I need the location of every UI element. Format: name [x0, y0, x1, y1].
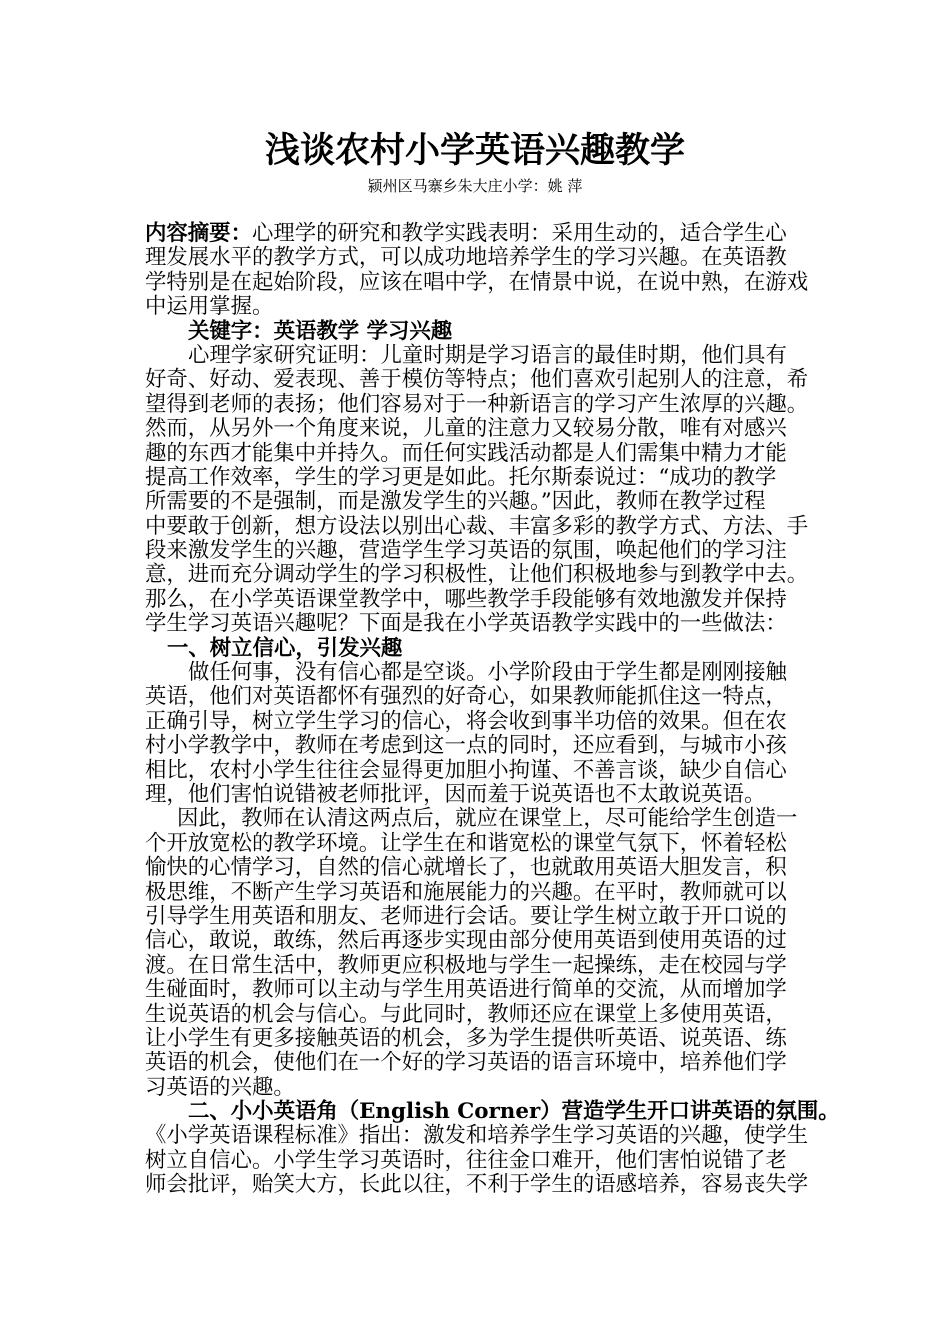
section-1-line: 渡。在日常生活中，教师更应积极地与学生一起操练，走在校园与学 — [145, 952, 787, 978]
abstract-line: 学特别是在起始阶段，应该在唱中学，在情景中说，在说中熟，在游戏 — [145, 269, 809, 295]
intro-line: 望得到老师的表扬；他们容易对于一种新语言的学习产生浓厚的兴趣。 — [145, 391, 809, 417]
document-body — [145, 221, 840, 1198]
intro-line: 好奇、好动、爱表现、善于模仿等特点；他们喜欢引起别人的注意，希 — [145, 367, 809, 393]
section-1-line: 正确引导，树立学生学习的信心，将会收到事半功倍的效果。但在农 — [145, 708, 787, 734]
section-1-line: 做任何事，没有信心都是空谈。小学阶段由于学生都是刚刚接触 — [188, 660, 787, 686]
intro-line: 提高工作效率，学生的学习更是如此。托尔斯泰说过：“成功的教学 — [145, 464, 777, 490]
section-1-line: 英语的机会，使他们在一个好的学习英语的语言环境中，培养他们学 — [145, 1050, 787, 1076]
section-1-line: 愉快的心情学习，自然的信心就增长了，也就敢用英语大胆发言，积 — [145, 855, 787, 881]
section-1-line: 生说英语的机会与信心。与此同时，教师还应在课堂上多使用英语， — [145, 1001, 787, 1027]
section-2-line: 树立自信心。小学生学习英语时，往往金口难开，他们害怕说错了老 — [145, 1147, 787, 1173]
intro-line: 趣的东西才能集中并持久。而任何实践活动都是人们需集中精力才能 — [145, 440, 787, 466]
section-1-line: 习英语的兴趣。 — [145, 1074, 295, 1100]
intro-line: 中要敢于创新，想方设法以别出心裁、丰富多彩的教学方式、方法、手 — [145, 513, 809, 539]
section-1-line: 让小学生有更多接触英语的机会，多为学生提供听英语、说英语、练 — [145, 1025, 787, 1051]
section-1-line: 因此，教师在认清这两点后，就应在课堂上，尽可能给学生创造一 — [177, 806, 798, 832]
abstract-line: 内容摘要：心理学的研究和教学实践表明：采用生动的，适合学生心 — [145, 221, 787, 246]
section-1-line: 信心，敢说，敢练，然后再逐步实现由部分使用英语到使用英语的过 — [145, 928, 787, 954]
intro-line: 段来激发学生的兴趣，营造学生学习英语的氛围，唤起他们的学习注 — [145, 538, 787, 564]
author-line: 颍州区马寨乡朱大庄小学：姚 萍 — [367, 177, 583, 195]
section-1-heading: 一、树立信心，引发兴趣 — [167, 635, 403, 661]
section-1-line: 相比，农村小学生往往会显得更加胆小拘谨、不善言谈，缺少自信心 — [145, 757, 787, 783]
section-1-line: 村小学教学中，教师在考虑到这一点的同时，还应看到，与城市小孩 — [145, 733, 787, 759]
section-1-line: 理，他们害怕说错被老师批评，因而羞于说英语也不太敢说英语。 — [145, 781, 766, 807]
intro-line: 那么，在小学英语课堂教学中，哪些教学手段能够有效地激发并保持 — [145, 586, 787, 612]
section-1-line: 英语，他们对英语都怀有强烈的好奇心，如果教师能抓住这一特点， — [145, 684, 787, 710]
section-2-line: 师会批评，贻笑大方，长此以往，不利于学生的语感培养，容易丧失学 — [145, 1172, 809, 1198]
section-2-heading: 二、小小英语角（English Corner）营造学生开口讲英语的氛围。 — [188, 1099, 840, 1125]
intro-line: 学生学习英语兴趣呢？下面是我在小学英语教学实践中的一些做法： — [145, 611, 787, 637]
section-1-line: 引导学生用英语和朋友、老师进行会话。要让学生树立敢于开口说的 — [145, 903, 787, 929]
document-title: 浅谈农村小学英语兴趣教学 — [264, 130, 685, 171]
abstract-line: 理发展水平的教学方式，可以成功地培养学生的学习兴趣。在英语教 — [145, 245, 787, 271]
section-1-line: 个开放宽松的教学环境。让学生在和谐宽松的课堂气氛下，怀着轻松 — [145, 830, 787, 856]
intro-line: 所需要的不是强制，而是激发学生的兴趣。”因此，教师在教学过程 — [145, 489, 766, 515]
section-1-line: 生碰面时，教师可以主动与学生用英语进行简单的交流，从而增加学 — [145, 977, 787, 1003]
abstract-label: 内容摘要： — [145, 221, 252, 246]
section-1-line: 极思维，不断产生学习英语和施展能力的兴趣。在平时，教师就可以 — [145, 879, 787, 905]
abstract-line: 中运用掌握。 — [145, 294, 274, 320]
section-2-line: 《小学英语课程标准》指出：激发和培养学生学习英语的兴趣，使学生 — [145, 1123, 809, 1149]
intro-line: 意，进而充分调动学生的学习积极性，让他们积极地参与到教学中去。 — [145, 562, 809, 588]
intro-line: 心理学家研究证明：儿童时期是学习语言的最佳时期，他们具有 — [188, 342, 787, 368]
intro-line: 然而，从另外一个角度来说，儿童的注意力又较易分散，唯有对感兴 — [145, 416, 787, 442]
keywords: 关键字：英语教学 学习兴趣 — [188, 318, 453, 344]
